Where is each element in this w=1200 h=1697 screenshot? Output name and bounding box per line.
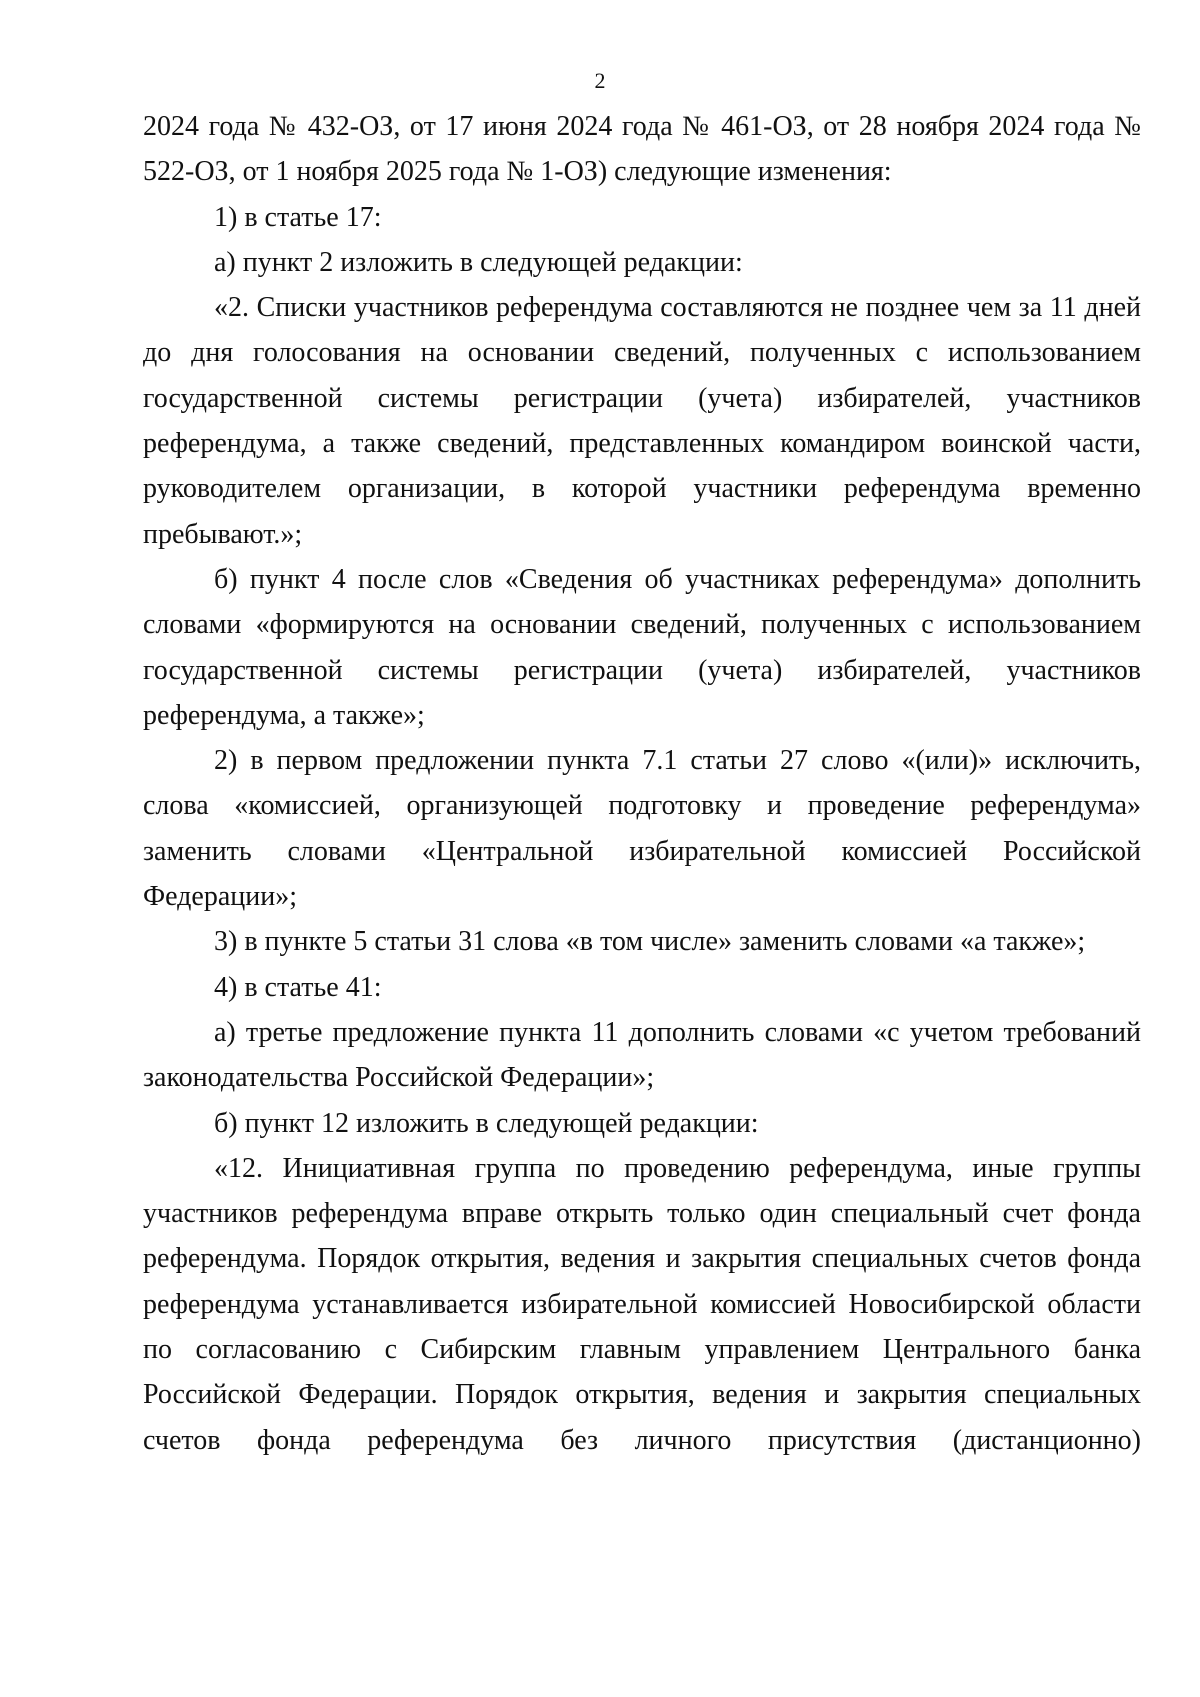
- paragraph-item-4b: б) пункт 12 изложить в следующей редакции:: [214, 1107, 759, 1139]
- paragraph-item-4a: а) третье предложение пункта 11 дополнить словами «с учетом требований законодательства Российской Федерации»;: [143, 1016, 1141, 1094]
- paragraph-quote-point-2: «2. Списки участников референдума составляются не позднее чем за 11 дней до дня голосования на основании сведений, полученных с использованием государственной системы регистрации (учета) избирателей, участников референдума, а также сведений, представленных командиром воинской части, руководителем организации, в которой участники референдума временно пребывают.»;: [143, 292, 1141, 550]
- paragraph-quote-point-12: «12. Инициативная группа по проведению референдума, иные группы участников референдума вправе открыть только один специальный счет фонда референдума. Порядок открытия, ведения и закрытия специальных счетов фонда референдума устанавливается избирательной комиссией Новосибирской области по согласованию с Сибирским главным управлением Центрального банка Российской Федерации. Порядок открытия, ведения и закрытия специальных счетов фонда референдума без личного присутствия (дистанционно): [143, 1152, 1141, 1456]
- paragraph-item-1b: б) пункт 4 после слов «Сведения об участниках референдума» дополнить словами «формируются на основании сведений, полученных с использованием государственной системы регистрации (учета) избирателей, участников референдума, а также»;: [143, 563, 1141, 731]
- paragraph-item-1a: а) пункт 2 изложить в следующей редакции:: [214, 246, 743, 278]
- page-number: 2: [594, 68, 606, 93]
- paragraph-item-2: 2) в первом предложении пункта 7.1 статьи 27 слово «(или)» исключить, слова «комиссией, организующей подготовку и проведение референдума» заменить словами «Центральной избирательной комиссией Российской Федерации»;: [143, 745, 1141, 913]
- paragraph-item-1: 1) в статье 17:: [214, 201, 382, 233]
- paragraph-continuation: 2024 года № 432-ОЗ, от 17 июня 2024 года № 461-ОЗ, от 28 ноября 2024 года № 522-ОЗ, от 1 ноября 2025 года № 1-ОЗ) следующие изменения:: [143, 111, 1141, 188]
- document-body: [143, 104, 1141, 1463]
- paragraph-item-3: 3) в пункте 5 статьи 31 слова «в том числе» заменить словами «а также»;: [214, 926, 1086, 958]
- paragraph-item-4: 4) в статье 41:: [214, 971, 382, 1003]
